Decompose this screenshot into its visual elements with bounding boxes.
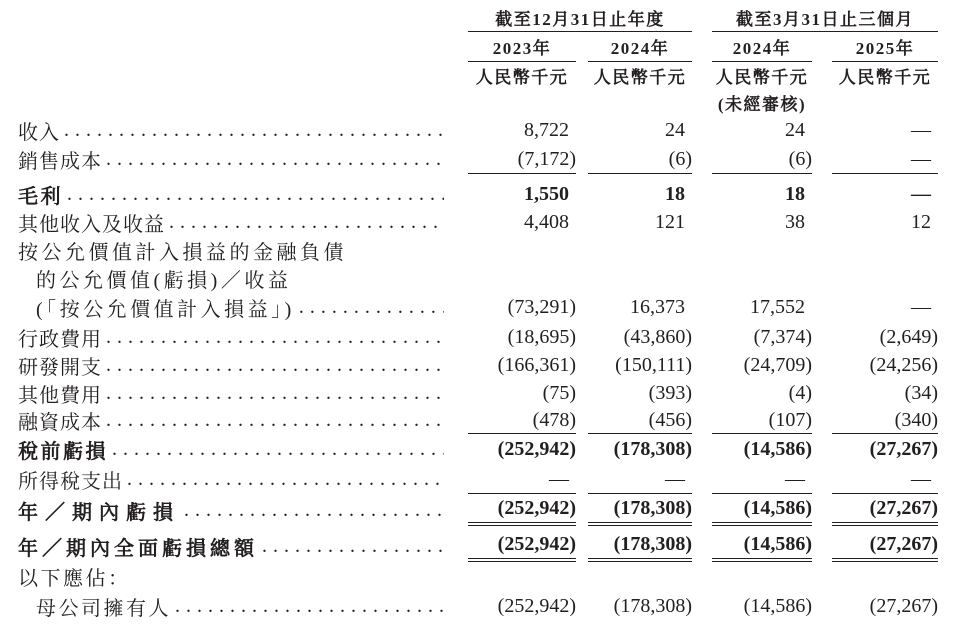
finance-costs-fy2024: (456) bbox=[588, 407, 692, 434]
finance-costs-label: 融資成本 bbox=[18, 412, 102, 434]
other-expenses-fy2023: (75) bbox=[542, 381, 576, 404]
admin-expenses-label: 行政費用 bbox=[18, 328, 102, 351]
gross-profit-3m2025: — bbox=[911, 183, 931, 205]
other-income-fy2024: 121 bbox=[655, 211, 685, 233]
fvtpl-3m2024: 17,552 bbox=[750, 295, 805, 318]
admin-expenses-3m2024: (7,374) bbox=[753, 325, 812, 348]
attributable-to-label-cell bbox=[0, 562, 450, 590]
other-expenses-label: 其他費用 bbox=[18, 384, 102, 407]
loss-for-period-label: 年／期內虧損 bbox=[18, 501, 180, 524]
header-year-row bbox=[0, 32, 960, 62]
gross-profit-fy2023: 1,550 bbox=[524, 183, 569, 205]
rd-expenses-label: 研發開支 bbox=[18, 357, 102, 379]
admin-expenses-fy2024: (43,860) bbox=[623, 325, 692, 348]
owners-of-parent-label: 母公司擁有人 bbox=[36, 597, 171, 620]
dot-leader bbox=[169, 211, 444, 234]
group-header-year-ended-dec-31: 截至12月31日止年度 bbox=[468, 4, 692, 32]
revenue-label-cell bbox=[0, 115, 450, 145]
fvtpl-label-cell-1 bbox=[0, 236, 450, 264]
rd-expenses-fy2023: (166,361) bbox=[497, 354, 576, 376]
table-row-other-expenses bbox=[0, 379, 960, 407]
other-income-label-cell bbox=[0, 209, 450, 236]
other-income-3m2025: 12 bbox=[911, 211, 931, 233]
dot-leader bbox=[175, 595, 444, 618]
dot-leader bbox=[299, 296, 444, 319]
rd-expenses-label-cell bbox=[0, 352, 450, 379]
table-row-total-comprehensive-loss bbox=[0, 530, 960, 562]
rd-expenses-3m2024: (24,709) bbox=[743, 354, 812, 376]
table-row-other-income-and-gains bbox=[0, 209, 960, 236]
admin-expenses-3m2025: (2,649) bbox=[879, 325, 938, 348]
dot-leader bbox=[106, 148, 444, 171]
total-comprehensive-loss-3m2025: (27,267) bbox=[832, 530, 938, 562]
finance-costs-label-cell bbox=[0, 407, 450, 434]
gross-profit-label-cell bbox=[0, 180, 450, 209]
dot-leader bbox=[64, 119, 444, 142]
fvtpl-label-cell-2 bbox=[0, 264, 450, 292]
owners-of-parent-3m2025: (27,267) bbox=[869, 594, 938, 617]
year-fy2024: 2024年 bbox=[588, 32, 692, 62]
income-tax-fy2023: — bbox=[468, 465, 576, 494]
loss-before-tax-3m2024: (14,586) bbox=[743, 438, 812, 460]
dot-leader bbox=[112, 438, 444, 461]
table-row-cost-of-sales bbox=[0, 145, 960, 174]
rd-expenses-fy2024: (150,111) bbox=[615, 354, 692, 376]
unaudited-note: (未經審核) bbox=[717, 94, 807, 114]
year-fy2023: 2023年 bbox=[468, 32, 576, 62]
dot-leader bbox=[106, 382, 444, 405]
gross-profit-3m2024: 18 bbox=[785, 183, 805, 205]
attributable-to-label: 以下應佔： bbox=[18, 567, 131, 590]
table-row-revenue bbox=[0, 115, 960, 145]
loss-for-period-3m2025: (27,267) bbox=[832, 494, 938, 526]
total-comprehensive-loss-3m2024: (14,586) bbox=[712, 530, 812, 562]
loss-before-tax-label: 稅前虧損 bbox=[18, 441, 108, 463]
table-row-attributable-to bbox=[0, 562, 960, 590]
revenue-3m2025: — bbox=[911, 118, 931, 141]
dot-leader bbox=[184, 499, 444, 522]
owners-of-parent-label-cell bbox=[0, 590, 450, 622]
table-row-fvtpl-line-1 bbox=[0, 236, 960, 264]
total-comprehensive-loss-fy2024: (178,308) bbox=[588, 530, 692, 562]
total-comprehensive-loss-label: 年／期內全面虧損總額 bbox=[18, 537, 258, 560]
table-row-administrative-expenses bbox=[0, 322, 960, 352]
fvtpl-fy2024: 16,373 bbox=[630, 295, 685, 318]
fvtpl-label-cell-3 bbox=[0, 292, 450, 322]
table-row-owners-of-parent bbox=[0, 590, 960, 622]
header-unit-row bbox=[0, 62, 960, 89]
header-group-row bbox=[0, 4, 960, 32]
dot-leader bbox=[106, 326, 444, 349]
unit-3m2024: 人民幣千元 bbox=[715, 68, 809, 87]
owners-of-parent-3m2024: (14,586) bbox=[743, 594, 812, 617]
gross-profit-fy2024: 18 bbox=[665, 183, 685, 205]
header-note-row bbox=[0, 89, 960, 115]
fvtpl-label-line-3: (「按公允價值計入損益」) bbox=[36, 298, 295, 321]
revenue-label: 收入 bbox=[18, 121, 60, 144]
dot-leader bbox=[67, 183, 444, 206]
income-tax-3m2025: — bbox=[832, 465, 938, 494]
other-expenses-fy2024: (393) bbox=[648, 381, 692, 404]
fvtpl-3m2025: — bbox=[911, 295, 931, 318]
loss-for-period-3m2024: (14,586) bbox=[712, 494, 812, 526]
finance-costs-3m2025: (340) bbox=[832, 407, 938, 434]
revenue-fy2023: 8,722 bbox=[524, 118, 569, 141]
total-comprehensive-loss-label-cell bbox=[0, 530, 450, 562]
loss-for-period-label-cell bbox=[0, 494, 450, 526]
year-3m2025: 2025年 bbox=[832, 32, 938, 62]
dot-leader bbox=[106, 409, 444, 432]
other-expenses-label-cell bbox=[0, 379, 450, 407]
revenue-3m2024: 24 bbox=[785, 118, 805, 141]
fvtpl-fy2023: (73,291) bbox=[507, 295, 576, 318]
revenue-fy2024: 24 bbox=[665, 118, 685, 141]
total-comprehensive-loss-fy2023: (252,942) bbox=[468, 530, 576, 562]
unit-fy2024: 人民幣千元 bbox=[593, 68, 687, 87]
cost-of-sales-fy2023: (7,172) bbox=[468, 145, 576, 174]
unit-fy2023: 人民幣千元 bbox=[475, 68, 569, 87]
admin-expenses-label-cell bbox=[0, 322, 450, 352]
admin-expenses-fy2023: (18,695) bbox=[507, 325, 576, 348]
cost-of-sales-label-cell bbox=[0, 145, 450, 174]
year-3m2024: 2024年 bbox=[712, 32, 812, 62]
income-tax-label: 所得稅支出 bbox=[18, 471, 123, 493]
dot-leader bbox=[262, 535, 444, 558]
loss-for-period-fy2024: (178,308) bbox=[588, 494, 692, 526]
gross-profit-label: 毛利 bbox=[18, 186, 63, 208]
income-tax-label-cell bbox=[0, 465, 450, 494]
table-row-fvtpl-line-2 bbox=[0, 264, 960, 292]
table-row-gross-profit bbox=[0, 180, 960, 209]
finance-costs-fy2023: (478) bbox=[468, 407, 576, 434]
income-tax-fy2024: — bbox=[588, 465, 692, 494]
other-income-3m2024: 38 bbox=[785, 211, 805, 233]
loss-for-period-fy2023: (252,942) bbox=[468, 494, 576, 526]
table-row-finance-costs bbox=[0, 407, 960, 434]
table-row-fvtpl-fair-value-change bbox=[0, 292, 960, 322]
table-row-loss-before-tax bbox=[0, 434, 960, 465]
other-expenses-3m2024: (4) bbox=[788, 381, 812, 404]
other-expenses-3m2025: (34) bbox=[904, 381, 938, 404]
fvtpl-label-line-2: 的公允價值(虧損)／收益 bbox=[36, 269, 292, 292]
rd-expenses-3m2025: (24,256) bbox=[869, 354, 938, 376]
loss-before-tax-label-cell bbox=[0, 434, 450, 465]
owners-of-parent-fy2024: (178,308) bbox=[613, 594, 692, 617]
cost-of-sales-3m2024: (6) bbox=[712, 145, 812, 174]
table-row-income-tax-expense bbox=[0, 465, 960, 494]
table-row-loss-for-year-period bbox=[0, 494, 960, 526]
dot-leader bbox=[127, 468, 444, 491]
group-header-three-months-ended-mar-31: 截至3月31日止三個月 bbox=[712, 4, 938, 32]
fvtpl-label-line-1: 按公允價值計入損益的金融負債 bbox=[18, 241, 347, 264]
dot-leader bbox=[106, 354, 444, 377]
finance-costs-3m2024: (107) bbox=[712, 407, 812, 434]
unit-3m2025: 人民幣千元 bbox=[838, 68, 932, 87]
table-row-rd-expenses bbox=[0, 352, 960, 379]
cost-of-sales-label: 銷售成本 bbox=[18, 151, 102, 173]
cost-of-sales-fy2024: (6) bbox=[588, 145, 692, 174]
loss-before-tax-fy2023: (252,942) bbox=[497, 438, 576, 460]
loss-before-tax-fy2024: (178,308) bbox=[613, 438, 692, 460]
other-income-label: 其他收入及收益 bbox=[18, 214, 165, 236]
cost-of-sales-3m2025: — bbox=[832, 145, 938, 174]
loss-before-tax-3m2025: (27,267) bbox=[869, 438, 938, 460]
income-tax-3m2024: — bbox=[712, 465, 812, 494]
other-income-fy2023: 4,408 bbox=[524, 211, 569, 233]
owners-of-parent-fy2023: (252,942) bbox=[497, 594, 576, 617]
